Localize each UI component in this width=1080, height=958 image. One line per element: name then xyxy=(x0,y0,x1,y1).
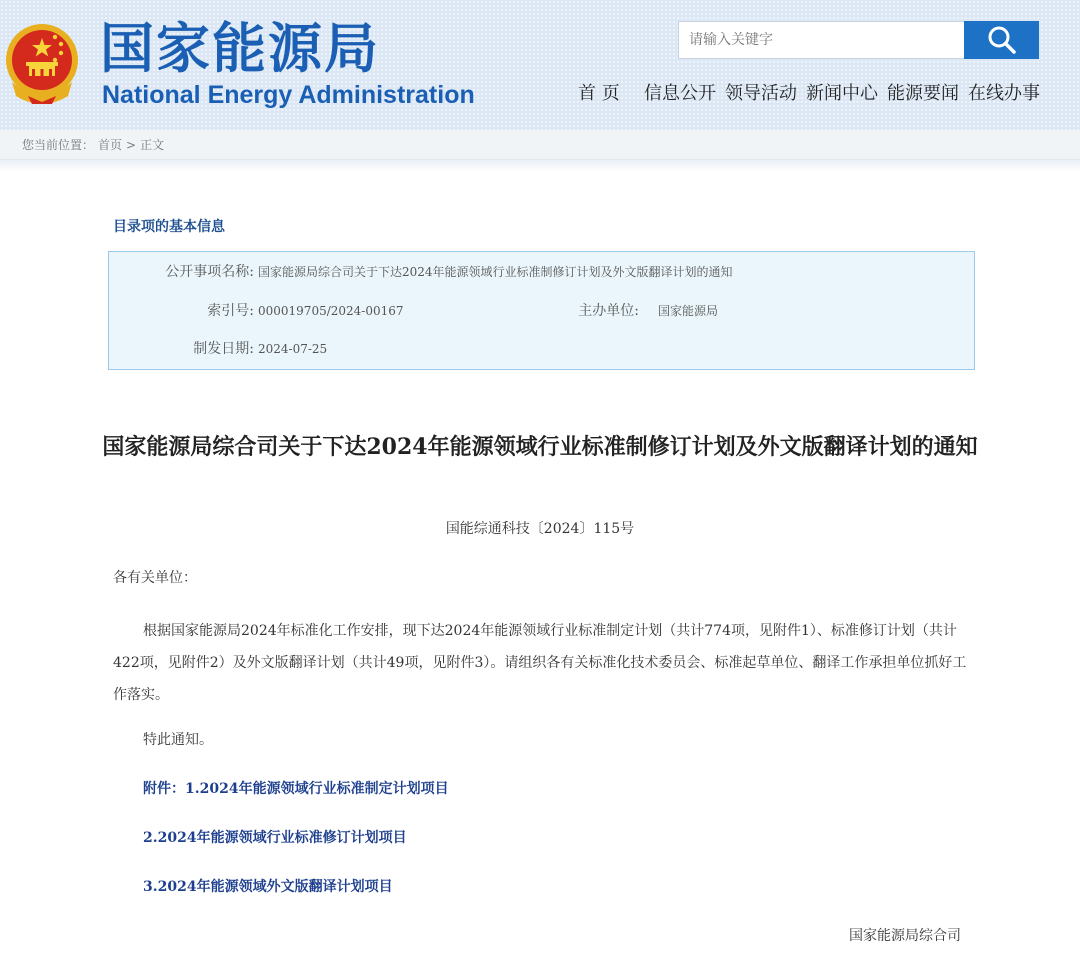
info-name-value: 国家能源局综合司关于下达2024年能源领域行业标准制修订计划及外文版翻译计划的通知 xyxy=(258,265,733,279)
nav-info-disclosure[interactable]: 信息公开 xyxy=(644,83,716,104)
search-button[interactable] xyxy=(964,21,1039,59)
attachment-link-3[interactable]: 3.2024年能源领域外文版翻译计划项目 xyxy=(143,879,393,895)
search-icon xyxy=(987,25,1017,55)
nav-home[interactable]: 首 页 xyxy=(578,83,620,104)
main-nav xyxy=(0,80,1080,108)
info-date-label: 制发日期: xyxy=(193,341,254,357)
signature: 国家能源局综合司 xyxy=(849,928,961,944)
site-logo-english[interactable]: National Energy Administration xyxy=(102,81,475,109)
info-dept-label: 主办单位: xyxy=(578,303,639,319)
info-date-value: 2024-07-25 xyxy=(258,342,328,356)
nav-news-center[interactable]: 新闻中心 xyxy=(806,83,878,104)
site-logo-chinese[interactable]: 国家能源局 xyxy=(100,17,380,80)
info-index-label: 索引号: xyxy=(207,303,254,319)
breadcrumb-prefix: 您当前位置： xyxy=(22,138,95,152)
salutation: 各有关单位： xyxy=(113,570,197,586)
breadcrumb-shadow xyxy=(0,160,1080,172)
breadcrumb xyxy=(22,137,168,153)
document-number: 国能综通科技〔2024〕115号 xyxy=(445,521,635,537)
nav-online-services[interactable]: 在线办事 xyxy=(968,83,1040,104)
body-paragraph: 根据国家能源局2024年标准化工作安排，现下达2024年能源领域行业标准制定计划（共计774项，见附件1）、标准修订计划（共计422项，见附件2）及外文版翻译计划（共计49项，见附件3）。请组织各有关标准化技术委员会、标准起草单位、翻译工作承担单位抓好工作落实。 xyxy=(113,623,967,703)
article-title: 国家能源局综合司关于下达2024年能源领域行业标准制修订计划及外文版翻译计划的通知 xyxy=(102,434,978,460)
attachment-link-1[interactable]: 附件：1.2024年能源领域行业标准制定计划项目 xyxy=(143,781,449,797)
nav-leadership[interactable]: 领导活动 xyxy=(725,83,797,104)
info-dept-value: 国家能源局 xyxy=(658,304,719,318)
breadcrumb-separator: > xyxy=(126,138,137,152)
info-name-label: 公开事项名称: xyxy=(165,264,254,280)
attachment-link-2[interactable]: 2.2024年能源领域行业标准修订计划项目 xyxy=(143,830,407,846)
info-section-title: 目录项的基本信息 xyxy=(113,219,225,235)
search-input[interactable] xyxy=(678,21,964,59)
info-box xyxy=(108,251,975,370)
breadcrumb-current: 正文 xyxy=(140,138,165,152)
info-index-value: 000019705/2024-00167 xyxy=(258,304,404,318)
breadcrumb-home[interactable]: 首页 xyxy=(98,138,123,152)
site-header xyxy=(0,0,1080,130)
breadcrumb-bar xyxy=(0,130,1080,160)
closing-line: 特此通知。 xyxy=(143,732,213,748)
nav-energy-news[interactable]: 能源要闻 xyxy=(887,83,959,104)
